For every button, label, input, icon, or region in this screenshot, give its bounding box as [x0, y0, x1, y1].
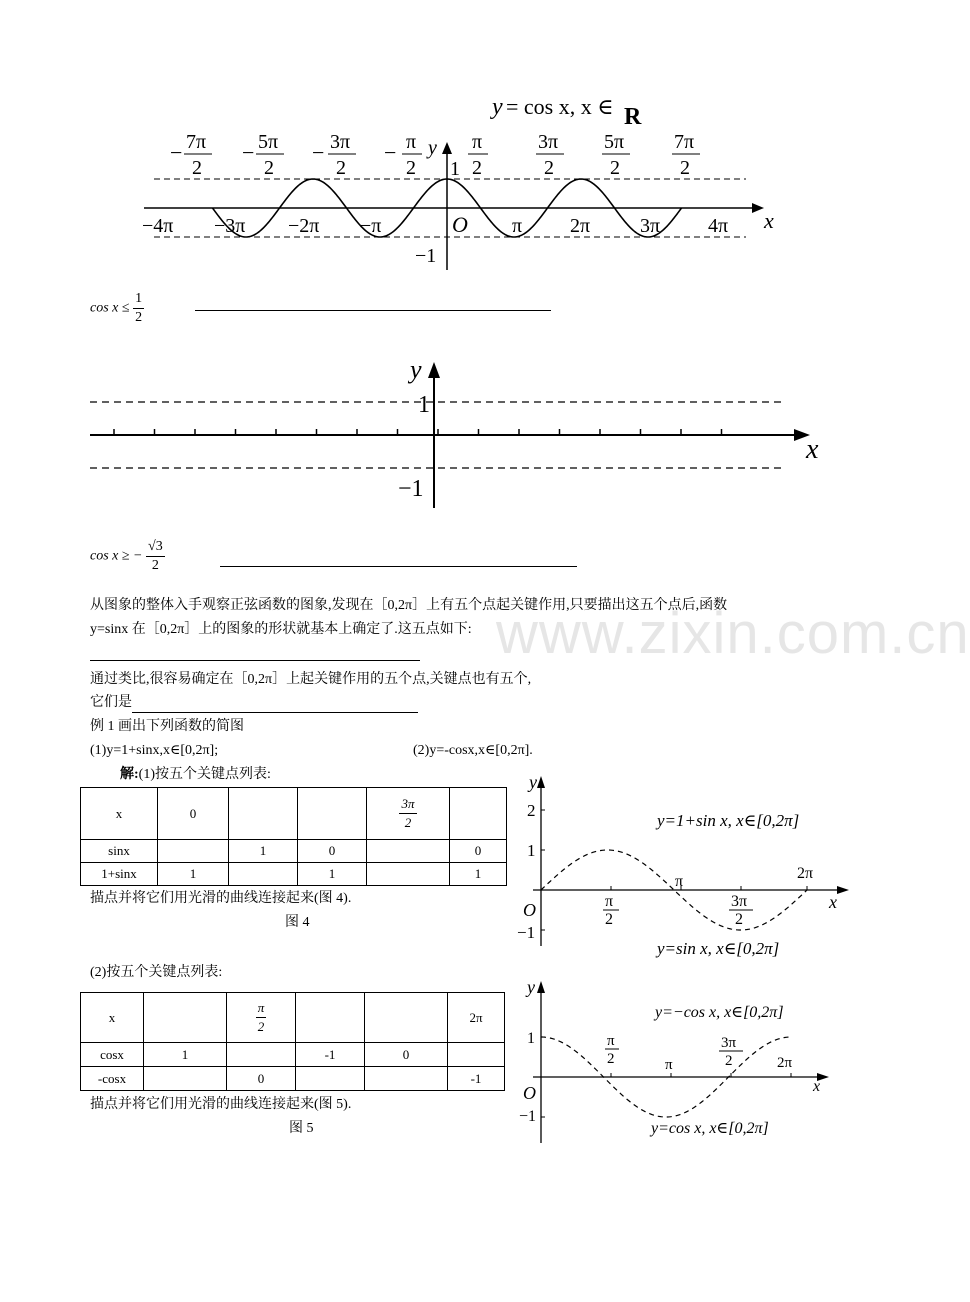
y-axis-arrow-icon [428, 362, 440, 378]
example-title: 例 1 画出下列函数的简图 [90, 719, 244, 734]
table-cell [298, 788, 367, 840]
x-label: x [813, 1078, 821, 1095]
tick-label: 4π [708, 215, 729, 237]
y-axis-arrow-icon [537, 776, 545, 788]
fraction-numerator: 1 [133, 290, 144, 309]
paragraph-line: y=sinx 在［0,2π］上的图象的形状就基本上确定了.这五点如下: [90, 622, 472, 637]
table-cell: 1 [450, 863, 507, 886]
table-cell: 2π [448, 993, 505, 1043]
fraction-numerator: π [256, 999, 267, 1018]
y-label: y [527, 977, 535, 997]
figure-label: 图 5 [289, 1121, 314, 1136]
fraction-denominator: 2 [135, 310, 143, 325]
inequality-one [90, 290, 144, 327]
origin-label: O [452, 212, 468, 237]
frac-num: 7π [186, 131, 207, 153]
frac-num: 7π [674, 131, 695, 153]
pi-label: π [665, 1057, 673, 1073]
frac-num: 5π [604, 131, 625, 153]
frac-num: 3π [538, 131, 559, 153]
frac-num: π [406, 131, 417, 153]
frac-num: 5π [258, 131, 279, 153]
table-cell: 0 [298, 840, 367, 863]
frac-num: π [472, 131, 483, 153]
frac-den: 2 [472, 157, 482, 179]
example-part-one: (1)y=1+sinx,x∈[0,2π]; [90, 743, 219, 758]
frac-den: 2 [605, 911, 613, 928]
x-label: x [764, 208, 774, 233]
frac-den: 2 [680, 157, 690, 179]
table-row [81, 863, 507, 886]
y-axis-arrow-icon [442, 142, 452, 154]
table-cell: sinx [81, 840, 158, 863]
table-cell: cosx [81, 1043, 144, 1067]
table-cell: -1 [448, 1067, 505, 1091]
paragraph-text: 它们是 [90, 695, 132, 710]
table-cell: 0 [365, 1043, 448, 1067]
frac-den: 2 [192, 157, 202, 179]
table-row [81, 788, 507, 840]
bottom-tick-labels [142, 215, 728, 237]
curve-label: y=sin x, x∈[0,2π] [657, 939, 780, 958]
y-tick-label: −1 [517, 923, 536, 942]
tick-label: π [512, 215, 523, 237]
frac-den: 2 [735, 911, 743, 928]
watermark: www.zixin.com.cn [496, 601, 970, 666]
table-cell [448, 1043, 505, 1067]
y-label: y [529, 772, 537, 792]
fraction-numerator: 3π [399, 795, 416, 814]
table-cell [158, 840, 229, 863]
title-y: y [492, 94, 503, 120]
table-cell [367, 840, 450, 863]
curve-label: y=1+sin x, x∈[0,2π] [657, 811, 800, 830]
neg-sign: − [242, 140, 255, 165]
table-row [81, 1067, 505, 1091]
inequality-two [90, 538, 165, 575]
frac-den: 2 [725, 1053, 733, 1069]
x-label: x [806, 434, 819, 465]
inequality-lhs: cos x ≤ [90, 300, 134, 316]
x-label: x [829, 892, 837, 912]
table-cell [296, 993, 365, 1043]
inequality-lhs: cos x ≥ − [90, 548, 143, 564]
neg-sign: − [170, 140, 183, 165]
table-cell: 0 [227, 1067, 296, 1091]
tick-label: 2π [570, 215, 591, 237]
table-cell [227, 1043, 296, 1067]
table-one [80, 787, 507, 886]
tick-label: −2π [288, 215, 320, 237]
one-label: 1 [450, 158, 460, 180]
table-cell [229, 788, 298, 840]
answer-blank[interactable] [132, 699, 418, 713]
table-cell: 0 [450, 840, 507, 863]
example-part-two: (2)y=-cosx,x∈[0,2π]. [413, 743, 533, 758]
table-cell [229, 863, 298, 886]
frac-num: 3π [721, 1035, 737, 1051]
table-cell [144, 993, 227, 1043]
blank-axes-graph [86, 348, 836, 513]
graph-figure-5 [515, 975, 855, 1150]
table-cell [296, 1067, 365, 1091]
answer-blank[interactable] [195, 296, 551, 311]
fraction [399, 795, 416, 832]
frac-den: 2 [406, 157, 416, 179]
neg-sign: − [384, 140, 397, 165]
x-axis-arrow-icon [837, 886, 849, 894]
table-cell [144, 1067, 227, 1091]
y-tick-label: 1 [527, 1030, 535, 1047]
caption: 描点并将它们用光滑的曲线连接起来(图 5). [90, 1097, 352, 1112]
table-cell: 1 [298, 863, 367, 886]
y-axis-arrow-icon [537, 981, 545, 993]
y-label: y [410, 355, 422, 384]
table-cell [227, 993, 296, 1043]
fraction-numerator: √3 [146, 538, 165, 557]
frac-den: 2 [610, 157, 620, 179]
table-row [81, 840, 507, 863]
frac-num: 3π [731, 893, 748, 910]
table-cell: 1 [144, 1043, 227, 1067]
origin-label: O [523, 1083, 536, 1103]
fraction [256, 999, 267, 1036]
neg-sign: − [312, 140, 325, 165]
frac-num: 3π [330, 131, 351, 153]
one-label: 1 [418, 392, 430, 418]
solution-heading [120, 765, 271, 785]
table-cell: -cosx [81, 1067, 144, 1091]
y-label: y [428, 137, 437, 159]
tick-label: −3π [214, 215, 246, 237]
answer-blank[interactable] [90, 646, 420, 661]
table-cell: x [81, 788, 158, 840]
graph-title [490, 94, 642, 130]
fraction-denominator: 2 [257, 1019, 265, 1034]
x-axis-arrow-icon [752, 203, 764, 213]
table-cell: 1+sinx [81, 863, 158, 886]
table-cell [367, 863, 450, 886]
y-tick-label: 2 [527, 801, 536, 820]
table-cell: 1 [229, 840, 298, 863]
two-pi-label: 2π [777, 1055, 793, 1071]
fraction [146, 538, 165, 575]
fraction-denominator: 2 [151, 558, 159, 573]
fraction-denominator: 2 [404, 815, 412, 830]
table-cell: 1 [158, 863, 229, 886]
curve-label: y=−cos x, x∈[0,2π] [655, 1004, 784, 1021]
frac-den: 2 [264, 157, 274, 179]
table-cell [365, 1067, 448, 1091]
minus-one-label: −1 [415, 245, 437, 267]
paragraph-line: 通过类比,很容易确定在［0,2π］上起关键作用的五个点,关键点也有五个, [90, 672, 532, 687]
tick-label: 3π [640, 215, 661, 237]
title-rest: = cos x, x ∈ [506, 94, 614, 119]
minus-one-label: −1 [398, 476, 424, 502]
solution-label: 解: [120, 767, 139, 782]
fraction [133, 290, 144, 327]
paragraph-line: 从图象的整体入手观察正弦函数的图象,发现在［0,2π］上有五个点起关键作用,只要描出这五个点后,函数 [90, 598, 728, 613]
frac-den: 2 [336, 157, 346, 179]
figure-label: 图 4 [285, 915, 310, 930]
frac-num: π [607, 1033, 615, 1049]
caption: 描点并将它们用光滑的曲线连接起来(图 4). [90, 891, 352, 906]
part-two-text: (2)按五个关键点列表: [90, 965, 223, 980]
table-row [81, 1043, 505, 1067]
two-pi-label: 2π [797, 865, 814, 882]
frac-den: 2 [544, 157, 554, 179]
table-cell [365, 993, 448, 1043]
y-tick-label: 1 [527, 841, 536, 860]
graph-figure-4 [515, 768, 855, 963]
cosine-graph [140, 90, 790, 275]
frac-den: 2 [607, 1051, 615, 1067]
answer-blank[interactable] [220, 552, 577, 567]
tick-label: −π [360, 215, 382, 237]
table-cell [367, 788, 450, 840]
origin-label: O [523, 900, 536, 920]
table-cell [450, 788, 507, 840]
table-row [81, 993, 505, 1043]
table-two [80, 992, 505, 1091]
frac-num: π [605, 893, 614, 910]
pi-label: π [675, 873, 684, 890]
table-cell: 0 [158, 788, 229, 840]
title-r: R [624, 104, 642, 130]
solution-text: (1)按五个关键点列表: [138, 767, 271, 782]
tick-label: −4π [142, 215, 174, 237]
curve-label: y=cos x, x∈[0,2π] [651, 1120, 769, 1137]
paragraph-line [90, 693, 418, 713]
table-cell: -1 [296, 1043, 365, 1067]
table-cell: x [81, 993, 144, 1043]
y-tick-label: −1 [519, 1108, 537, 1125]
